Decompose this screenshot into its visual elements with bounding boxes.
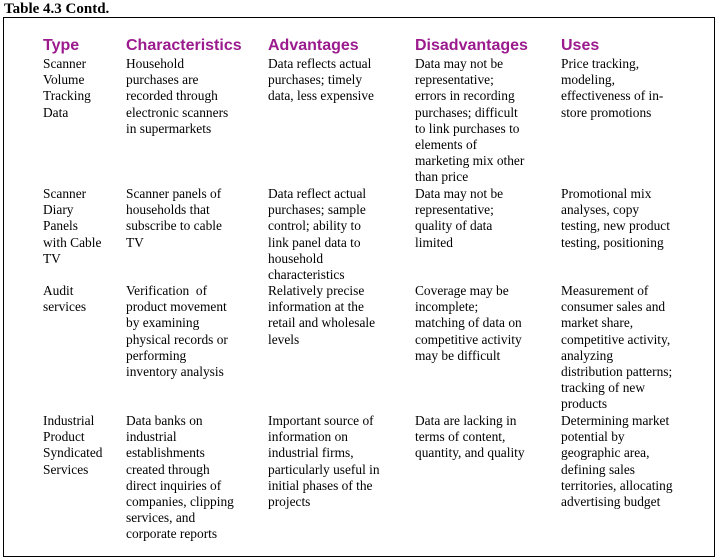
header-advantages: Advantages [268, 37, 359, 54]
row-3-advantages: Relatively precise information at the retail and wholesale levels [268, 283, 376, 347]
row-4-advantages: Important source of information on industrial firms, particularly useful in initial phases of the projects [268, 413, 380, 510]
row-4-disadvantages: Data are lacking in terms of content, quantity, and quality [415, 413, 525, 461]
header-disadvantages: Disadvantages [415, 37, 528, 54]
row-3-characteristics: Verification of product movement by examining physical records or performing inventory analysis [126, 283, 228, 380]
row-4-type: Industrial Product Syndicated Services [43, 413, 103, 477]
table-title: Table 4.3 Contd. [4, 1, 110, 17]
row-2-type: Scanner Diary Panels with Cable TV [43, 186, 102, 266]
row-1-disadvantages: Data may not be representative; errors in recording purchases; difficult to link purchases to elements of marketing mix other than price [415, 56, 525, 185]
row-4-uses: Determining market potential by geographic area, defining sales territories, allocating advertising budget [561, 413, 673, 510]
row-1-uses: Price tracking, modeling, effectiveness of in- store promotions [561, 56, 664, 120]
row-2-uses: Promotional mix analyses, copy testing, new product testing, positioning [561, 186, 670, 250]
header-characteristics: Characteristics [126, 37, 242, 54]
row-3-uses: Measurement of consumer sales and market share, competitive activity, analyzing distribution patterns; tracking of new products [561, 283, 673, 412]
row-2-disadvantages: Data may not be representative; quality of data limited [415, 186, 504, 250]
header-uses: Uses [561, 37, 600, 54]
row-2-characteristics: Scanner panels of households that subscribe to cable TV [126, 186, 222, 250]
row-2-advantages: Data reflect actual purchases; sample control; ability to link panel data to household characteristics [268, 186, 367, 283]
row-1-type: Scanner Volume Tracking Data [43, 56, 91, 120]
row-1-advantages: Data reflects actual purchases; timely data, less expensive [268, 56, 374, 104]
row-3-type: Audit services [43, 283, 87, 315]
row-4-characteristics: Data banks on industrial establishments created through direct inquiries of companies, clipping services, and corporate reports [126, 413, 234, 542]
header-type: Type [43, 37, 80, 54]
row-1-characteristics: Household purchases are recorded through electronic scanners in supermarkets [126, 56, 229, 136]
row-3-disadvantages: Coverage may be incomplete; matching of data on competitive activity may be difficult [415, 283, 522, 363]
